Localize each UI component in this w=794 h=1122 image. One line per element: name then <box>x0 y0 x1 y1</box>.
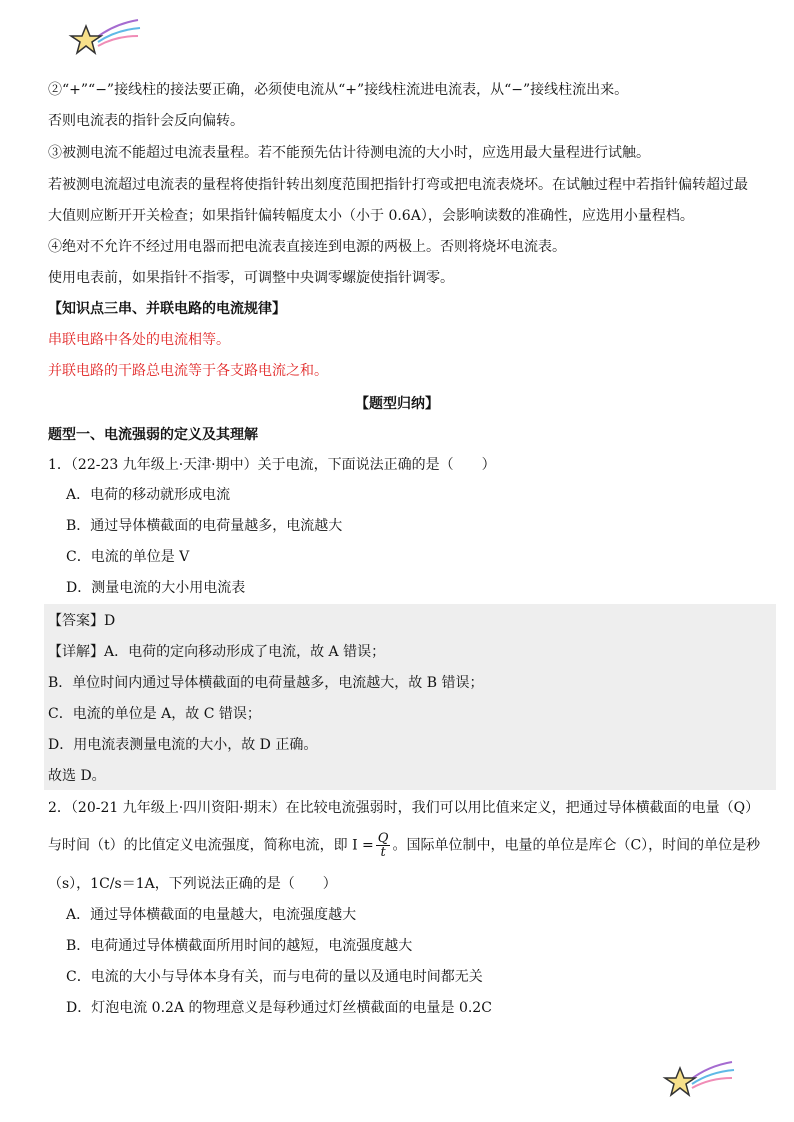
q1-option-b: B．通过导体横截面的电荷量越多，电流越大 <box>66 518 343 534</box>
q2-stem-line1: 2．（20-21 九年级上·四川资阳·期末）在比较电流强弱时，我们可以用比值来定义，把通过导体横截面的电量（Q） <box>48 800 760 816</box>
q1-option-d: D．测量电流的大小用电流表 <box>66 580 246 596</box>
q2-stem-line2-start: 与时间（t）的比值定义电流强度，简称电流，即 I = <box>48 837 374 854</box>
ammeter-rule-3-note-line2: 大值则应断开开关检查；如果指针偏转幅度太小（小于 0.6A），会影响读数的准确性，应选用小量程档。 <box>48 208 694 224</box>
q1-explain-c: C．电流的单位是 A，故 C 错误； <box>48 706 261 722</box>
q1-conclusion: 故选 D。 <box>48 768 106 784</box>
ammeter-rule-3-note-line1: 若被测电流超过电流表的量程将使指针转出刻度范围把指针打弯或把电流表烧坏。在试触过程中若指针偏转超过最 <box>48 177 748 193</box>
ammeter-rule-2: ②“+”“−”接线柱的接法要正确，必须使电流从“+”接线柱流进电流表，从“−”接线柱流出来。 <box>48 82 629 98</box>
q1-stem: 1．（22-23 九年级上·天津·期中）关于电流，下面说法正确的是（ ） <box>48 457 496 473</box>
q2-option-c: C．电流的大小与导体本身有关，而与电荷的量以及通电时间都无关 <box>66 969 483 985</box>
ammeter-zeroing-note: 使用电表前，如果指针不指零，可调整中央调零螺旋使指针调零。 <box>48 270 454 286</box>
star-decoration-top-icon <box>68 14 144 58</box>
q1-explain-b: B．单位时间内通过导体横截面的电荷量越多，电流越大，故 B 错误； <box>48 675 484 691</box>
q2-option-d: D．灯泡电流 0.2A 的物理意义是每秒通过灯丝横截面的电量是 0.2C <box>66 1000 492 1016</box>
q2-option-b: B．电荷通过导体横截面所用时间的越短，电流强度越大 <box>66 938 413 954</box>
q1-explain-a: 【详解】A．电荷的定向移动形成了电流，故 A 错误； <box>48 644 386 660</box>
ammeter-rule-4: ④绝对不允许不经过用电器而把电流表直接连到电源的两极上。否则将烧坏电流表。 <box>48 239 566 255</box>
q1-option-a: A．电荷的移动就形成电流 <box>66 487 231 503</box>
q2-option-a: A．通过导体横截面的电量越大，电流强度越大 <box>66 907 357 923</box>
q2-stem-line2 <box>48 832 760 859</box>
q2-stem-line3: （s），1C/s＝1A，下列说法正确的是（ ） <box>48 876 337 892</box>
q1-explain-d: D．用电流表测量电流的大小，故 D 正确。 <box>48 737 318 753</box>
section-title: 【题型归纳】 <box>355 396 439 412</box>
knowledge-point-3-title: 【知识点三串、并联电路的电流规律】 <box>48 301 286 317</box>
fraction-denominator: t <box>380 845 386 860</box>
fraction-numerator: Q <box>377 831 389 846</box>
current-formula-fraction <box>376 832 391 859</box>
ammeter-rule-3: ③被测电流不能超过电流表量程。若不能预先估计待测电流的大小时，应选用最大量程进行试触。 <box>48 145 650 161</box>
q2-stem-line2-end: 。国际单位制中，电量的单位是库仑（C），时间的单位是秒 <box>392 837 761 854</box>
ammeter-rule-2-note: 否则电流表的指针会反向偏转。 <box>48 113 244 129</box>
q1-answer-box <box>44 604 776 790</box>
q1-option-c: C．电流的单位是 V <box>66 549 190 565</box>
q1-answer: 【答案】D <box>48 613 116 629</box>
question-type-1-title: 题型一、电流强弱的定义及其理解 <box>48 427 258 443</box>
star-decoration-bottom-icon <box>662 1056 738 1100</box>
series-circuit-rule: 串联电路中各处的电流相等。 <box>48 332 230 348</box>
parallel-circuit-rule: 并联电路的干路总电流等于各支路电流之和。 <box>48 363 328 379</box>
